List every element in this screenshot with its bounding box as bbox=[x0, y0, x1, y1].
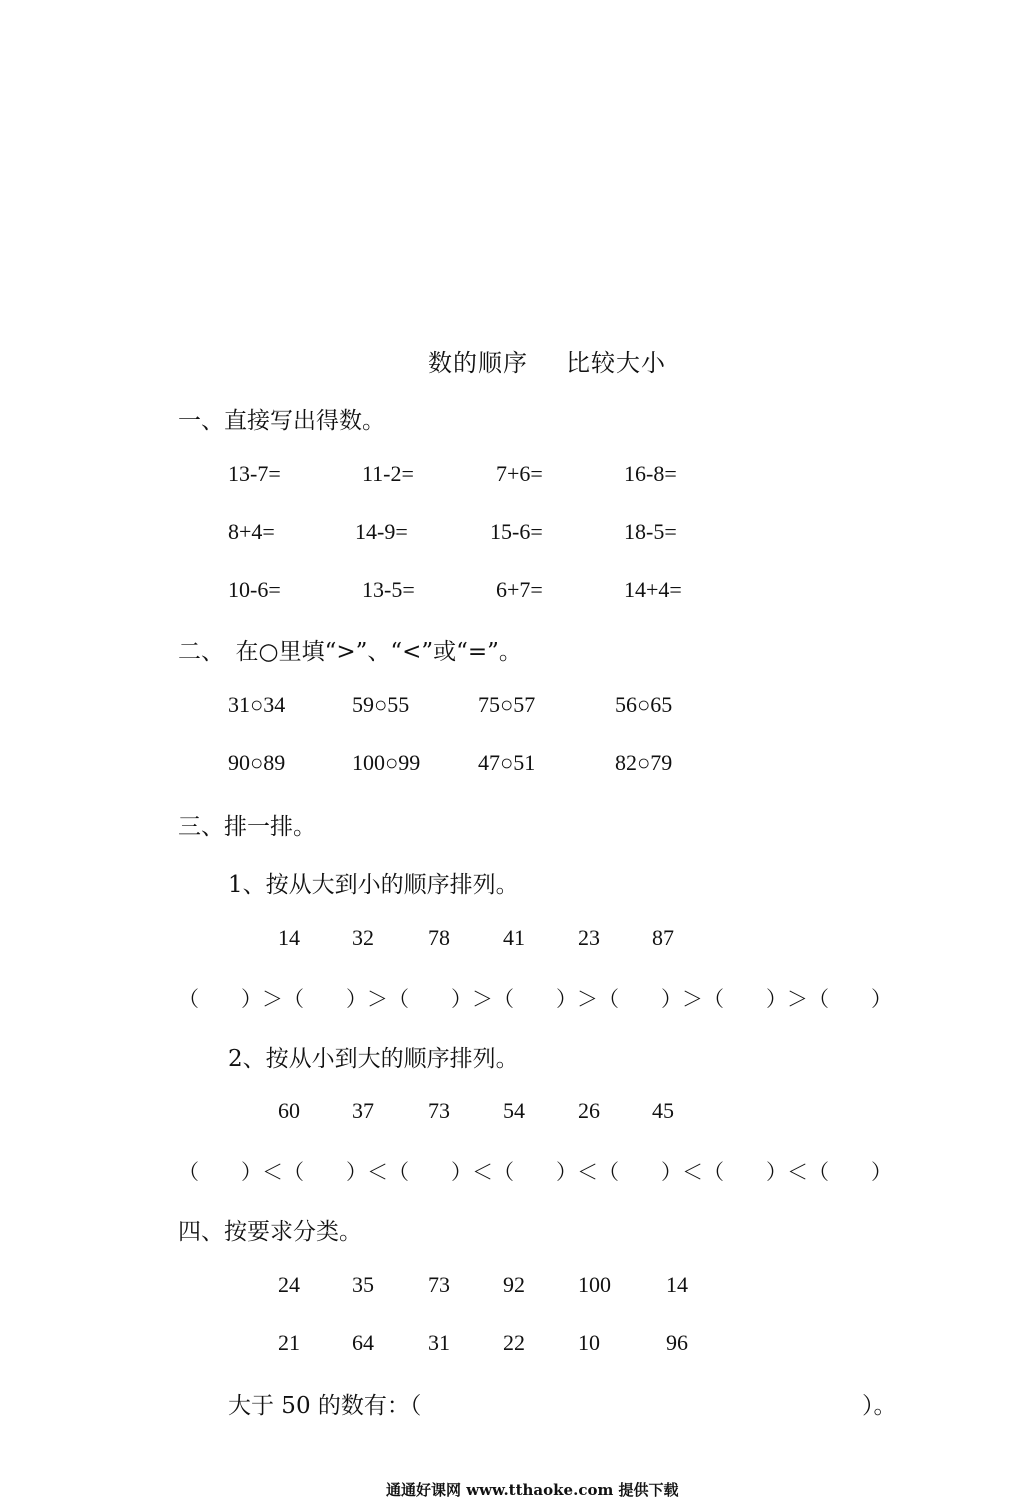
calc-item: 7+6= bbox=[496, 461, 543, 486]
calc-item: 15-6= bbox=[490, 519, 543, 544]
compare-item: 47○51 bbox=[478, 750, 536, 775]
section3-q1-label: 1、按从大到小的顺序排列。 bbox=[228, 872, 519, 898]
sort-number: 78 bbox=[428, 925, 450, 950]
classify-number: 14 bbox=[666, 1272, 688, 1297]
calc-item: 13-7= bbox=[228, 461, 281, 486]
answer-chain-ascending: （ ）＜（ ）＜（ ）＜（ ）＜（ ）＜（ ）＜（ ） bbox=[178, 1160, 892, 1184]
sort-number: 45 bbox=[652, 1098, 674, 1123]
compare-item: 75○57 bbox=[478, 692, 536, 717]
page-title-part2: 比较大小 bbox=[566, 349, 666, 377]
compare-item: 31○34 bbox=[228, 692, 286, 717]
sort-number: 26 bbox=[578, 1098, 600, 1123]
compare-item: 90○89 bbox=[228, 750, 286, 775]
classify-number: 31 bbox=[428, 1330, 450, 1355]
section3-q2-label: 2、按从小到大的顺序排列。 bbox=[228, 1046, 519, 1072]
calc-item: 10-6= bbox=[228, 577, 281, 602]
sort-number: 73 bbox=[428, 1098, 450, 1123]
fill-end: ）。 bbox=[862, 1393, 897, 1419]
compare-item: 59○55 bbox=[352, 692, 410, 717]
sort-number: 23 bbox=[578, 925, 600, 950]
compare-item: 100○99 bbox=[352, 750, 421, 775]
answer-chain-descending: （ ）＞（ ）＞（ ）＞（ ）＞（ ）＞（ ）＞（ ） bbox=[178, 987, 892, 1011]
sort-number: 14 bbox=[278, 925, 300, 950]
calc-item: 16-8= bbox=[624, 461, 677, 486]
section3-heading: 三、排一排。 bbox=[178, 814, 316, 840]
sort-number: 60 bbox=[278, 1098, 300, 1123]
calc-item: 13-5= bbox=[362, 577, 415, 602]
calc-item: 11-2= bbox=[362, 461, 414, 486]
classify-number: 92 bbox=[503, 1272, 525, 1297]
section1-heading: 一、直接写出得数。 bbox=[178, 408, 385, 434]
sort-number: 32 bbox=[352, 925, 374, 950]
classify-number: 24 bbox=[278, 1272, 300, 1297]
calc-item: 8+4= bbox=[228, 519, 275, 544]
classify-number: 10 bbox=[578, 1330, 600, 1355]
sort-number: 87 bbox=[652, 925, 674, 950]
compare-item: 82○79 bbox=[615, 750, 673, 775]
sort-number: 54 bbox=[503, 1098, 525, 1123]
classify-number: 100 bbox=[578, 1272, 611, 1297]
classify-number: 21 bbox=[278, 1330, 300, 1355]
sort-number: 41 bbox=[503, 925, 525, 950]
classify-number: 35 bbox=[352, 1272, 374, 1297]
classify-number: 96 bbox=[666, 1330, 688, 1355]
footer-text: 通通好课网 www.tthaoke.com 提供下载 bbox=[386, 1481, 679, 1499]
calc-item: 14-9= bbox=[355, 519, 408, 544]
section4-heading: 四、按要求分类。 bbox=[178, 1219, 362, 1245]
sort-number: 37 bbox=[352, 1098, 374, 1123]
calc-item: 14+4= bbox=[624, 577, 682, 602]
classify-number: 73 bbox=[428, 1272, 450, 1297]
calc-item: 18-5= bbox=[624, 519, 677, 544]
fill-label: 大于 50 的数有：（ bbox=[228, 1393, 422, 1419]
section2-heading: 二、 在○里填“>”、“<”或“=”。 bbox=[178, 639, 522, 665]
calc-item: 6+7= bbox=[496, 577, 543, 602]
compare-item: 56○65 bbox=[615, 692, 673, 717]
page-title-part1: 数的顺序 bbox=[428, 349, 528, 377]
classify-number: 22 bbox=[503, 1330, 525, 1355]
classify-number: 64 bbox=[352, 1330, 374, 1355]
